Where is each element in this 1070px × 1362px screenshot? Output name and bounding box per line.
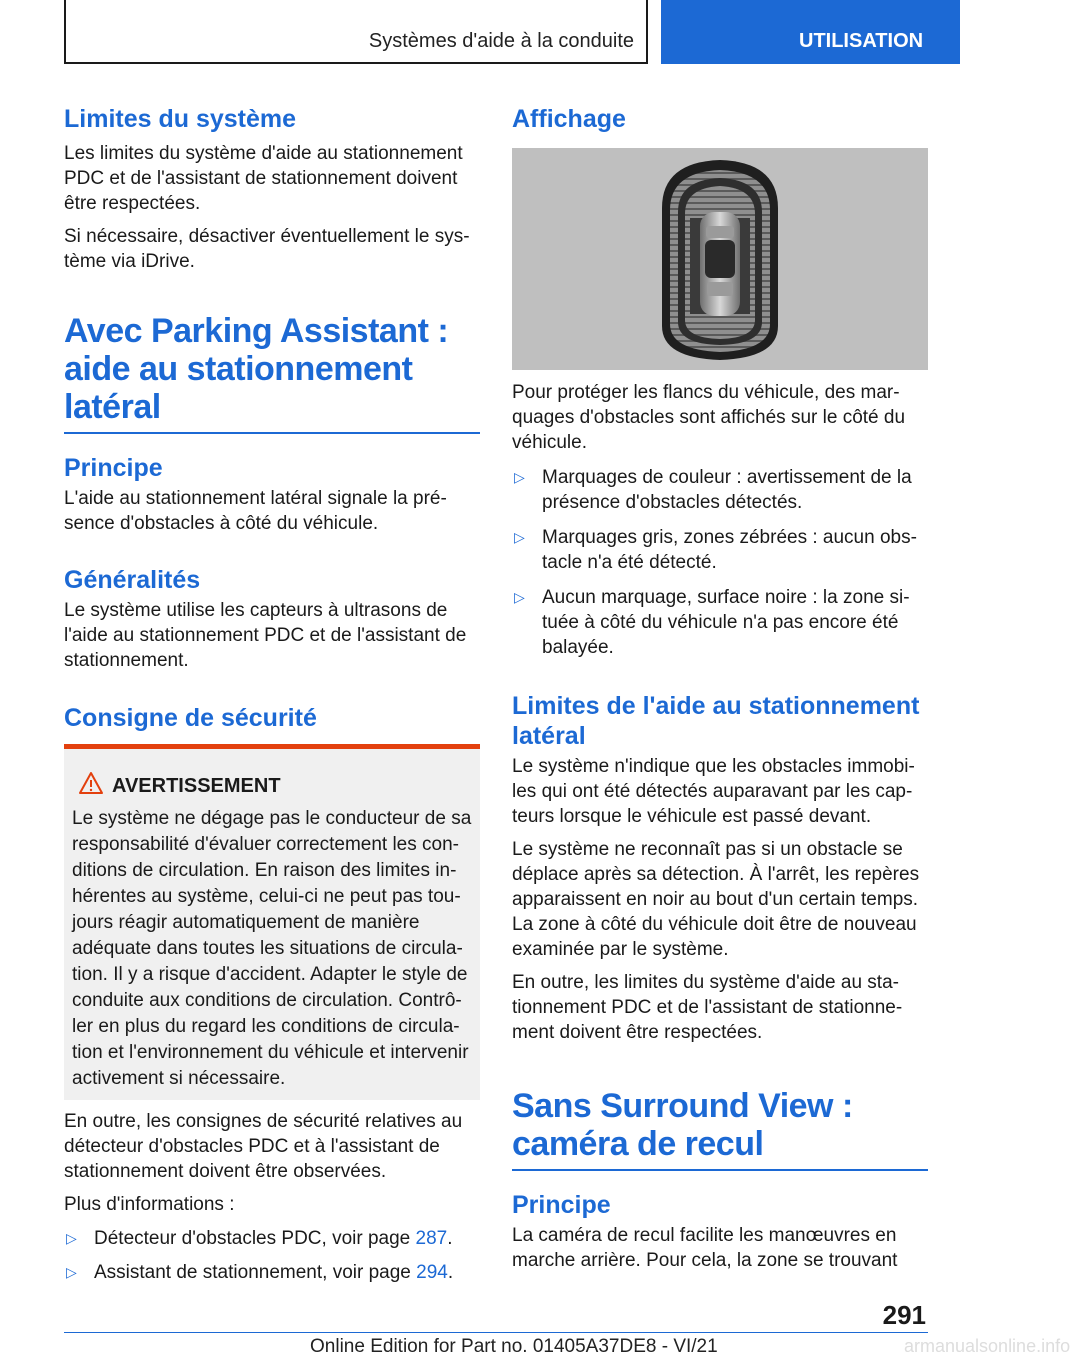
- list-item: ▷ Marquages de couleur : avertissement de la présence d'obstacles détectés.: [514, 467, 912, 513]
- limits-section: [64, 104, 480, 274]
- footer-edition: Online Edition for Part no. 01405A37DE8 - VI/21: [310, 1336, 718, 1357]
- limits-paragraph-1: Les limites du système d'aide au stationnement PDC et de l'assistant de stationnement doivent être respectées.: [64, 143, 463, 214]
- parking-assistant-title: Avec Parking Assistant : aide au stationnement latéral: [64, 312, 449, 426]
- side-parking-display-image: [512, 148, 928, 370]
- warning-box: [64, 744, 480, 1100]
- triangle-bullet-icon: ▷: [66, 1264, 77, 1280]
- camera-principe-title: Principe: [512, 1191, 611, 1219]
- warning-triangle-icon: [78, 771, 104, 795]
- rear-camera-section: [512, 1087, 928, 1171]
- camera-principe-paragraph: La caméra de recul facilite les manœuvres en marche arrière. Pour cela, la zone se trouvant: [512, 1225, 898, 1271]
- side-limits-title: Limites de l'aide au stationnement latéral: [512, 692, 920, 750]
- camera-principe-section: [512, 1190, 928, 1273]
- list-item: ▷ Aucun marquage, surface noire : la zone si‐tuée à côté du véhicule n'a pas encore été balayée.: [514, 587, 910, 658]
- principe-title: Principe: [64, 454, 163, 482]
- display-section: [512, 104, 928, 134]
- triangle-bullet-icon: ▷: [514, 589, 525, 605]
- limits-title: Limites du système: [64, 105, 297, 133]
- side-limits-paragraph-1: Le système n'indique que les obstacles immobi‐les qui ont été détectés auparavant par les cap‐teurs lorsque le véhicule est passé devant.: [512, 756, 915, 827]
- more-info-label: Plus d'informations :: [64, 1194, 235, 1215]
- footer-rule: [64, 1332, 928, 1333]
- principe-paragraph: L'aide au stationnement latéral signale la pré‐sence d'obstacles à côté du véhicule.: [64, 488, 447, 534]
- generalites-section: [64, 565, 480, 673]
- triangle-bullet-icon: ▷: [514, 469, 525, 485]
- side-limits-paragraph-2: Le système ne reconnaît pas si un obstacle se déplace après sa détection. À l'arrêt, les repères apparaissent en noir au bout d'un certain temps. La zone à côté du véhicule doit être de nouveau examinée par le système.: [512, 839, 920, 960]
- list-item: ▷ Assistant de stationnement, voir page 294.: [66, 1262, 454, 1283]
- rear-camera-title: Sans Surround View : caméra de recul: [512, 1087, 853, 1163]
- safety-notes-paragraph: En outre, les consignes de sécurité relatives au détecteur d'obstacles PDC et à l'assistant de stationnement doivent être observées.: [64, 1111, 463, 1182]
- principe-section: [64, 453, 480, 536]
- title-rule: [512, 1169, 928, 1171]
- header-chapter-tab[interactable]: [661, 0, 960, 64]
- watermark: armanualsonline.info: [904, 1336, 1070, 1356]
- after-warning-section: [64, 1109, 480, 1285]
- display-text-section: [512, 380, 928, 660]
- side-limits-section: [512, 691, 928, 1045]
- limits-paragraph-2: Si nécessaire, désactiver éventuellement le sys‐tème via iDrive.: [64, 226, 470, 272]
- warning-title: AVERTISSEMENT: [112, 775, 281, 797]
- header-section-box: [64, 0, 648, 64]
- list-item: ▷ Détecteur d'obstacles PDC, voir page 287.: [66, 1228, 453, 1249]
- title-rule: [64, 432, 480, 434]
- header-section-title: Systèmes d'aide à la conduite: [368, 30, 634, 52]
- safety-section: [64, 703, 480, 733]
- parking-assistant-section: [64, 312, 480, 434]
- generalites-title: Généralités: [64, 566, 201, 594]
- safety-title: Consigne de sécurité: [64, 704, 317, 732]
- warning-text: Le système ne dégage pas le conducteur de sa responsabilité d'évaluer correctement les con‐ditions de circulation. En raison des limites in‐hérentes au système, celui-ci ne peut pas tou‐jours réagir automatiquement de manière adéquate dans toutes les situations de circula‐tion. Il y a risque d'accident. Adapter le style de conduite aux conditions de circulation. Contrô‐ler en plus du regard les conditions de circula‐tion et l'environnement du véhicule et intervenir activement si nécessaire.: [72, 808, 472, 1089]
- list-item: ▷ Marquages gris, zones zébrées : aucun obs‐tacle n'a été détecté.: [514, 527, 917, 573]
- display-title: Affichage: [512, 105, 626, 133]
- side-limits-paragraph-3: En outre, les limites du système d'aide au sta‐tionnement PDC et de l'assistant de stationne‐ment doivent être respectées.: [512, 972, 903, 1043]
- display-paragraph: Pour protéger les flancs du véhicule, des mar‐quages d'obstacles sont affichés sur le côté du véhicule.: [512, 382, 906, 453]
- page-number: 291: [882, 1300, 926, 1330]
- triangle-bullet-icon: ▷: [514, 529, 525, 545]
- page-link-287[interactable]: 287: [415, 1228, 448, 1249]
- page-link-294[interactable]: 294: [416, 1262, 448, 1283]
- triangle-bullet-icon: ▷: [66, 1230, 77, 1246]
- generalites-paragraph: Le système utilise les capteurs à ultrasons de l'aide au stationnement PDC et de l'assistant de stationnement.: [64, 600, 467, 671]
- header-chapter-label: UTILISATION: [799, 30, 924, 52]
